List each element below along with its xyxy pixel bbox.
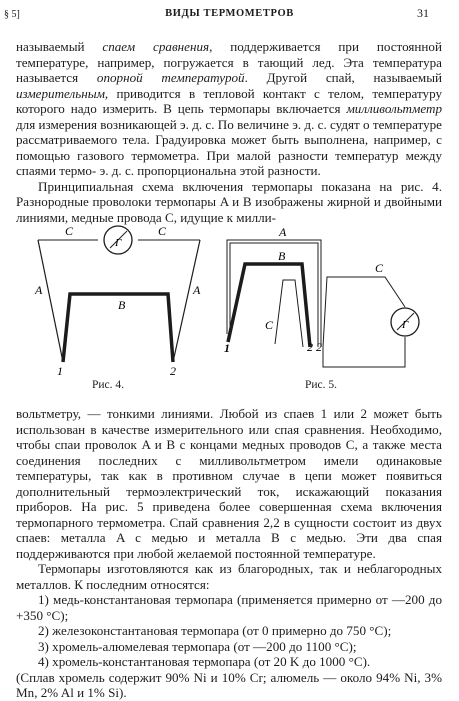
term-measuring-junction: измерительным: [16, 85, 105, 101]
fig4-label-c-right: C: [158, 224, 167, 238]
term-reference-temperature: опорной температурой: [96, 70, 245, 85]
fig4-junction-2: 2: [170, 364, 176, 378]
figure-4-diagram: [30, 222, 210, 382]
fig5-copper-wire-c-loop: [275, 280, 303, 347]
paragraph-reference-junction: называемый спаем сравнения, поддерживается при постоянной температуре, например, погружается в тающий лед. Эта температура называется опорной температурой. Другой спай, называемый измерительным, приводится в тепловой контакт с телом, температуру которого надо измерить. В цепь термопары включается милливольтметр для измерения возникающей э. д. с. По величине э. д. с. судят о температуре рассматриваемого тела. Градуировка может быть выполнена, например, с помощью газового термометра. При малой разности температур между спаями термо- э. д. с. пропорциональна этой разности.: [16, 39, 442, 178]
figure-5-caption: Рис. 5.: [305, 379, 338, 391]
term-millivoltmeter: милливольтметр: [346, 101, 442, 116]
paragraph-materials-intro: Термопары изготовляются как из благородных, так и неблагородных металлов. К последним относятся:: [16, 561, 442, 592]
fig5-label-c-right: C: [375, 261, 384, 275]
fig4-wire-a-left: [38, 240, 63, 362]
fig4-label-a-left: A: [35, 283, 43, 297]
fig5-label-a: A: [279, 225, 287, 239]
fig5-copper-wire-c-right: [323, 277, 405, 347]
figure-4-caption: Рис. 4.: [92, 379, 125, 391]
fig5-label-b: B: [278, 249, 286, 263]
fig4-wire-a-right: [173, 240, 200, 362]
fig4-junction-1: 1: [57, 364, 63, 378]
figure-5-diagram: [215, 222, 430, 382]
page-number: 31: [417, 6, 429, 20]
alloy-composition-note: (Сплав хромель содержит 90% Ni и 10% Cr; алюмель — около 94% Ni, 3% Mn, 2% Al и 1% Si).: [16, 669, 442, 700]
page-header: [0, 6, 459, 22]
list-item: 3) хромель-алюмелевая термопара (от —200 до 1100 °C);: [38, 638, 357, 654]
fig5-label-c-left: C: [265, 318, 274, 332]
fig4-label-b: B: [118, 298, 126, 312]
running-title: ВИДЫ ТЕРМОМЕТРОВ: [165, 8, 294, 19]
list-item: 1) медь-константановая термопара (применяется примерно от —200 до +350 °C);: [16, 592, 442, 623]
term-reference-junction: спаем сравнения: [102, 39, 210, 54]
fig4-label-c-left: C: [65, 224, 74, 238]
list-item: 2) железоконстантановая термопара (от 0 примерно до 750 °C);: [38, 623, 392, 638]
fig5-junction-1: 1: [224, 341, 230, 355]
fig5-junction-2b: 2: [316, 340, 322, 354]
list-item: 4) хромель-константановая термопара (от 20 K до 1000 °C).: [38, 654, 371, 669]
paragraph-junction-requirements: вольтметру, — тонкими линиями. Любой из спаев 1 или 2 может быть использован в качестве измерительного или спая сравнения. Необходимо, чтобы спаи проволок A и B с концами медных проводов C, а также места соединения последних с милливольтметром имели одинаковые температуры, так как в противном случае в цепи может появиться дополнительный термоэлектрический ток, искажающий показания приборов. На рис. 5 приведена более совершенная схема включения термопарного термометра. Спай сравнения 2,2 в сущности состоит из двух спаев: металла A с медью и металла B с медью. Эти два спая поддерживаются при любой желаемой постоянной температуре.: [16, 406, 442, 561]
text-block-top: [16, 39, 442, 225]
fig5-meter-label: Г: [402, 319, 409, 331]
fig5-junction-2a: 2: [307, 340, 313, 354]
fig5-copper-wire-c-return: [323, 337, 405, 367]
fig4-meter-label: Г: [115, 237, 122, 249]
section-marker: § 5]: [4, 9, 20, 20]
text-block-bottom: [16, 406, 442, 701]
paragraph-schematic-intro: Принципиальная схема включения термопары показана на рис. 4. Разнородные проволоки термопары A и B изображены жирной и двойными линиями, медные провода C, идущие к милли-: [16, 178, 442, 225]
fig4-label-a-right: A: [193, 283, 201, 297]
